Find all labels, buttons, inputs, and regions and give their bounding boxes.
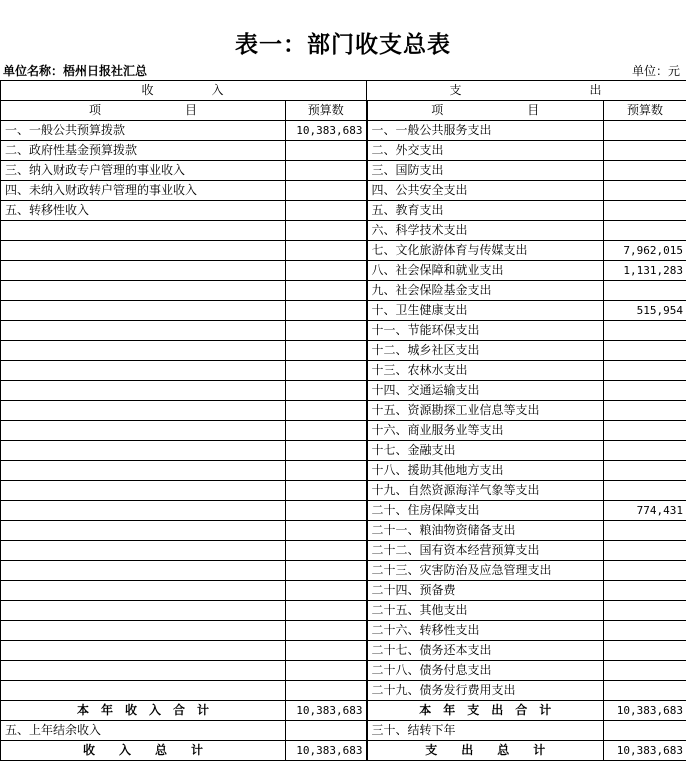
income-budget-value (286, 581, 367, 601)
income-budget-value (286, 301, 367, 321)
table-row (1, 381, 686, 401)
income-item (1, 381, 286, 401)
expense-budget-value (604, 541, 686, 561)
table-row (1, 481, 686, 501)
table-row (1, 341, 686, 361)
income-item (1, 641, 286, 661)
expense-item: 十六、商业服务业等支出 (367, 421, 604, 441)
expense-budget-value (604, 581, 686, 601)
table-row (1, 321, 686, 341)
table-row (1, 441, 686, 461)
expense-budget-value (604, 441, 686, 461)
expense-item: 十五、资源勘探工业信息等支出 (367, 401, 604, 421)
expense-item: 一、一般公共服务支出 (367, 121, 604, 141)
expense-item: 十、卫生健康支出 (367, 301, 604, 321)
expense-item: 十一、节能环保支出 (367, 321, 604, 341)
currency-unit: 单位：元 (632, 62, 680, 79)
income-budget-value (286, 621, 367, 641)
income-budget-value (286, 221, 367, 241)
table-row (1, 521, 686, 541)
income-total-label: 本 年 收 入 合 计 (1, 701, 286, 721)
expense-item: 十九、自然资源海洋气象等支出 (367, 481, 604, 501)
expense-item: 十三、农林水支出 (367, 361, 604, 381)
income-item: 一、一般公共预算拨款 (1, 121, 286, 141)
income-item (1, 341, 286, 361)
expense-item: 六、科学技术支出 (367, 221, 604, 241)
expense-budget-value: 1,131,283 (604, 261, 686, 281)
table-row (1, 501, 686, 521)
income-item (1, 581, 286, 601)
table-row (1, 541, 686, 561)
income-budget-value: 10,383,683 (286, 121, 367, 141)
expense-budget-value (604, 221, 686, 241)
table-row (1, 581, 686, 601)
income-item (1, 541, 286, 561)
expense-item: 二十六、转移性支出 (367, 621, 604, 641)
table-row (1, 141, 686, 161)
income-total-label: 收 入 总 计 (1, 741, 286, 761)
income-item (1, 521, 286, 541)
expense-budget-value (604, 361, 686, 381)
expense-total-label: 支 出 总 计 (367, 741, 604, 761)
income-budget-value (286, 201, 367, 221)
table-row (1, 421, 686, 441)
expense-item: 二十九、债务发行费用支出 (367, 681, 604, 701)
table-row (1, 181, 686, 201)
expense-budget-value (604, 601, 686, 621)
table-row (1, 401, 686, 421)
income-budget-value (286, 661, 367, 681)
table-row (1, 661, 686, 681)
income-total-value: 10,383,683 (286, 701, 367, 721)
table-row (1, 561, 686, 581)
table-row (1, 641, 686, 661)
table-row (1, 461, 686, 481)
expense-group-header: 支 出 (367, 81, 686, 101)
table-row (1, 281, 686, 301)
expense-budget-value (604, 141, 686, 161)
table-row (1, 361, 686, 381)
income-total-value: 10,383,683 (286, 741, 367, 761)
expense-total-label: 本 年 支 出 合 计 (367, 701, 604, 721)
income-item (1, 421, 286, 441)
table-row (1, 301, 686, 321)
income-item (1, 301, 286, 321)
income-budget-value (286, 641, 367, 661)
income-budget-value (286, 601, 367, 621)
income-budget-value (286, 501, 367, 521)
expense-item: 八、社会保障和就业支出 (367, 261, 604, 281)
expense-budget-value (604, 341, 686, 361)
income-item (1, 221, 286, 241)
expense-item: 三、国防支出 (367, 161, 604, 181)
expense-budget-value (604, 381, 686, 401)
expense-budget-value (604, 161, 686, 181)
income-item (1, 321, 286, 341)
expense-budget-value (604, 321, 686, 341)
income-total-label: 五、上年结余收入 (1, 721, 286, 741)
expense-item: 二十、住房保障支出 (367, 501, 604, 521)
income-item (1, 441, 286, 461)
expense-budget-value (604, 401, 686, 421)
income-item (1, 501, 286, 521)
expense-item: 四、公共安全支出 (367, 181, 604, 201)
table-row (1, 681, 686, 701)
expense-budget-value (604, 181, 686, 201)
table-row (1, 121, 686, 141)
expense-budget-value: 515,954 (604, 301, 686, 321)
expense-item: 十四、交通运输支出 (367, 381, 604, 401)
expense-budget-value (604, 201, 686, 221)
income-budget-header: 预算数 (286, 101, 367, 121)
income-budget-value (286, 241, 367, 261)
expense-total-label: 三十、结转下年 (367, 721, 604, 741)
income-budget-value (286, 341, 367, 361)
carry-over-row (1, 721, 686, 741)
income-budget-value (286, 521, 367, 541)
expense-budget-value: 7,962,015 (604, 241, 686, 261)
income-budget-value (286, 181, 367, 201)
table-row (1, 601, 686, 621)
expense-item: 二十五、其他支出 (367, 601, 604, 621)
income-budget-value (286, 141, 367, 161)
expense-budget-value (604, 621, 686, 641)
income-item: 四、未纳入财政转户管理的事业收入 (1, 181, 286, 201)
expense-item: 五、教育支出 (367, 201, 604, 221)
expense-item: 二十八、债务付息支出 (367, 661, 604, 681)
expense-budget-value (604, 561, 686, 581)
expense-item: 二十一、粮油物资储备支出 (367, 521, 604, 541)
expense-total-value (604, 721, 686, 741)
income-item (1, 481, 286, 501)
expense-budget-value: 774,431 (604, 501, 686, 521)
expense-budget-value (604, 121, 686, 141)
income-budget-value (286, 681, 367, 701)
expense-total-value: 10,383,683 (604, 701, 686, 721)
income-budget-value (286, 421, 367, 441)
expense-budget-value (604, 461, 686, 481)
income-item (1, 561, 286, 581)
expense-item: 九、社会保险基金支出 (367, 281, 604, 301)
expense-budget-value (604, 421, 686, 441)
column-header-row (1, 101, 686, 121)
expense-item: 二、外交支出 (367, 141, 604, 161)
income-total-value (286, 721, 367, 741)
expense-budget-value (604, 641, 686, 661)
expense-budget-header: 预算数 (604, 101, 686, 121)
income-item (1, 461, 286, 481)
expense-item: 十八、援助其他地方支出 (367, 461, 604, 481)
table-row (1, 261, 686, 281)
table-row (1, 221, 686, 241)
income-item (1, 621, 286, 641)
expense-item: 十七、金融支出 (367, 441, 604, 461)
expense-item: 二十四、预备费 (367, 581, 604, 601)
income-budget-value (286, 481, 367, 501)
expense-item: 二十三、灾害防治及应急管理支出 (367, 561, 604, 581)
expense-item-header: 项 目 (367, 101, 604, 121)
income-budget-value (286, 261, 367, 281)
expense-item: 二十二、国有资本经营预算支出 (367, 541, 604, 561)
table-row (1, 241, 686, 261)
expense-budget-value (604, 661, 686, 681)
income-budget-value (286, 321, 367, 341)
table-row (1, 621, 686, 641)
income-item (1, 661, 286, 681)
table-row (1, 161, 686, 181)
expense-budget-value (604, 681, 686, 701)
income-item: 五、转移性收入 (1, 201, 286, 221)
expense-budget-value (604, 481, 686, 501)
income-budget-value (286, 461, 367, 481)
expense-item: 二十七、债务还本支出 (367, 641, 604, 661)
table-row (1, 201, 686, 221)
income-budget-value (286, 161, 367, 181)
income-item: 三、纳入财政专户管理的事业收入 (1, 161, 286, 181)
income-item (1, 281, 286, 301)
income-item (1, 261, 286, 281)
income-budget-value (286, 361, 367, 381)
income-budget-value (286, 561, 367, 581)
income-item (1, 681, 286, 701)
income-item (1, 361, 286, 381)
expense-item: 七、文化旅游体育与传媒支出 (367, 241, 604, 261)
group-header-row (1, 81, 686, 101)
expense-total-value: 10,383,683 (604, 741, 686, 761)
budget-table (0, 80, 686, 761)
income-group-header: 收 入 (1, 81, 367, 101)
income-item (1, 601, 286, 621)
income-item: 二、政府性基金预算拨款 (1, 141, 286, 161)
income-item (1, 401, 286, 421)
income-item (1, 241, 286, 261)
unit-name: 单位名称：梧州日报社汇总 (3, 62, 147, 79)
expense-item: 十二、城乡社区支出 (367, 341, 604, 361)
expense-budget-value (604, 281, 686, 301)
page-title: 表一：部门收支总表 (0, 26, 686, 59)
year-total-row (1, 701, 686, 721)
income-budget-value (286, 401, 367, 421)
income-budget-value (286, 541, 367, 561)
expense-budget-value (604, 521, 686, 541)
income-budget-value (286, 381, 367, 401)
income-item-header: 项 目 (1, 101, 286, 121)
income-budget-value (286, 441, 367, 461)
income-budget-value (286, 281, 367, 301)
